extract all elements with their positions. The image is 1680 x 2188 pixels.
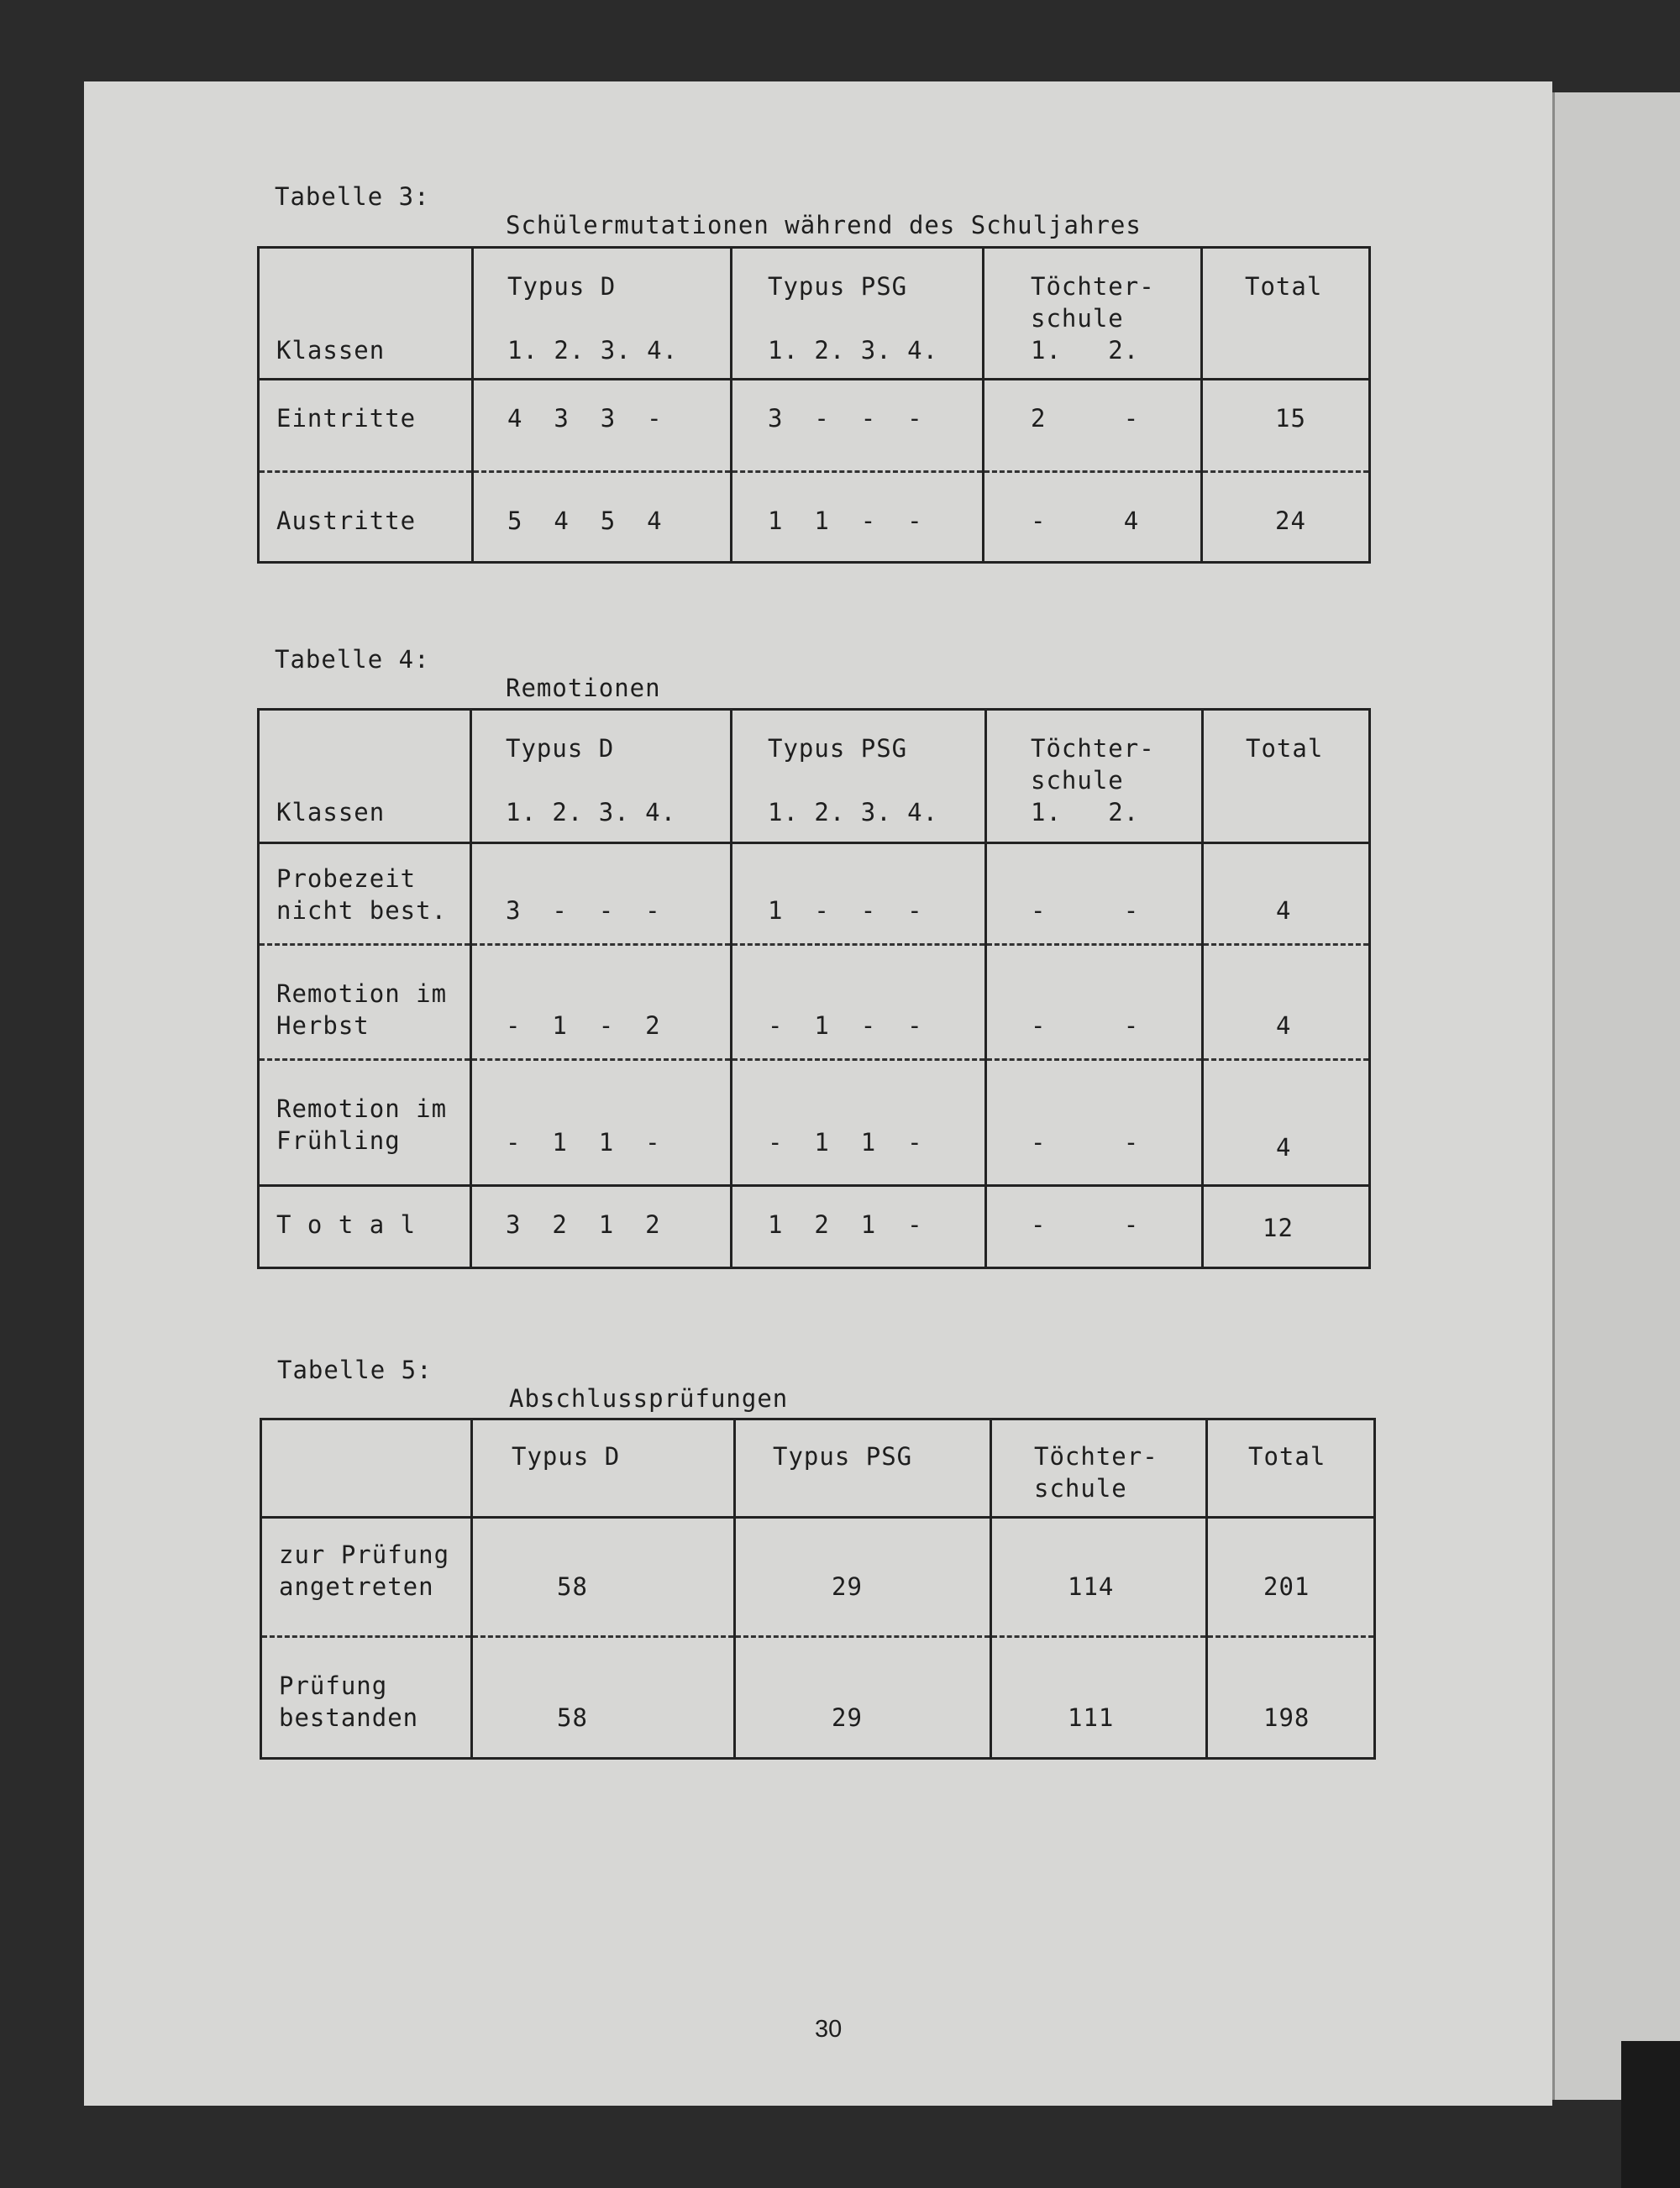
total-value: 15 [1275,404,1306,433]
table5-title: Abschlussprüfungen [509,1384,789,1413]
toechter-cell [984,472,1202,563]
typus-psg-label: Typus PSG [768,272,908,301]
typus-d-values: - 1 - 2 [506,1011,661,1040]
row-label-line2: Frühling [276,1126,401,1155]
toechter-classes: 1. 2. [1031,336,1140,365]
toechter-cell [986,843,1203,945]
total-value: 12 [1263,1214,1294,1242]
table4-label: Tabelle 4: [275,645,430,674]
typus-d-classes: 1. 2. 3. 4. [507,336,679,365]
typus-d-value: 58 [557,1572,588,1601]
table3-typus-psg-head [732,248,984,380]
total-value: 4 [1276,1133,1292,1162]
typus-d-values: 3 2 1 2 [506,1210,661,1239]
table5-rowhead-cell [261,1419,472,1518]
total-cell [1202,472,1370,563]
total-label: Total [1246,734,1324,763]
typus-psg-values: - 1 1 - [768,1128,923,1157]
table4-row-probezeit [259,843,1370,945]
table3-row-austritte [259,472,1370,563]
table3-rowhead-cell [259,248,473,380]
typus-d-label: Typus D [512,1442,621,1471]
typus-psg-cell [732,1060,986,1186]
total-cell [1207,1518,1375,1637]
book-spine [1552,92,1680,2100]
typus-d-values: 4 3 3 - [507,404,663,433]
typus-d-classes: 1. 2. 3. 4. [506,798,677,826]
typus-psg-values: 3 - - - [768,404,923,433]
row-label-line2: nicht best. [276,896,448,925]
row-label-line1: zur Prüfung [279,1540,450,1569]
table5-row-angetreten [261,1518,1375,1637]
table3-title: Schülermutationen während des Schuljahres [506,211,1142,239]
rowhead-label: Klassen [276,798,386,826]
table3-typus-d-head [473,248,732,380]
toechter-label: Töchter- [1031,734,1155,763]
table5-caption [277,1327,789,1413]
table4-row-herbst [259,945,1370,1060]
typus-d-values: 5 4 5 4 [507,506,663,535]
rowhead-label: Klassen [276,336,386,365]
typus-d-value: 58 [557,1703,588,1732]
table4-typus-d-head [471,710,732,843]
toechter-values: - 4 [1031,506,1140,535]
row-label: Austritte [276,506,417,535]
toechter-cell [986,1186,1203,1268]
table5-label: Tabelle 5: [277,1356,433,1384]
table4-row-fruehling [259,1060,1370,1186]
row-label: Eintritte [276,404,417,433]
typus-psg-cell [732,472,984,563]
schule-label: schule [1031,304,1124,333]
row-label-cell [259,1186,471,1268]
row-label-line2: angetreten [279,1572,434,1601]
total-value: 4 [1276,1011,1292,1040]
toechter-cell [984,380,1202,472]
toechter-classes: 1. 2. [1031,798,1140,826]
toechter-values: - - [1031,1210,1140,1239]
typus-psg-values: 1 2 1 - [768,1210,923,1239]
toechter-values: - - [1031,1011,1140,1040]
table3-toechter-head [984,248,1202,380]
toechter-value: 111 [1068,1703,1115,1732]
total-cell [1202,380,1370,472]
table3-label: Tabelle 3: [275,182,430,211]
row-label-line2: Herbst [276,1011,370,1040]
schule-label: schule [1031,766,1124,795]
typus-d-values: 3 - - - [506,896,661,925]
typus-psg-values: 1 1 - - [768,506,923,535]
row-label-cell [259,380,473,472]
typus-d-cell [471,945,732,1060]
table5-row-bestanden [261,1637,1375,1759]
table5-total-head [1207,1419,1375,1518]
table3-total-head [1202,248,1370,380]
row-label-line1: Remotion im [276,1094,448,1123]
table4-rowhead-cell [259,710,471,843]
row-label-line1: Prüfung [279,1671,388,1700]
typus-d-label: Typus D [506,734,615,763]
typus-d-cell [473,380,732,472]
total-label: Total [1248,1442,1326,1471]
typus-psg-cell [732,945,986,1060]
total-cell [1203,945,1370,1060]
typus-d-label: Typus D [507,272,617,301]
table4-total-row [259,1186,1370,1268]
typus-psg-cell [735,1518,991,1637]
table3-row-eintritte [259,380,1370,472]
row-label-cell [259,472,473,563]
typus-d-values: - 1 1 - [506,1128,661,1157]
typus-d-cell [471,843,732,945]
typus-psg-value: 29 [832,1572,863,1601]
row-label-cell [259,1060,471,1186]
row-label-line1: Remotion im [276,979,448,1008]
typus-psg-label: Typus PSG [773,1442,913,1471]
spine-shadow [1621,2041,1680,2188]
total-value: 4 [1276,896,1292,925]
typus-psg-label: Typus PSG [768,734,908,763]
typus-psg-value: 29 [832,1703,863,1732]
table3 [257,246,1371,564]
typus-d-cell [472,1637,735,1759]
row-label-cell [261,1518,472,1637]
typus-psg-values: - 1 - - [768,1011,923,1040]
toechter-values: - - [1031,1128,1140,1157]
table4-header-row [259,710,1370,843]
typus-d-cell [473,472,732,563]
total-label: Total [1245,272,1323,301]
toechter-cell [986,1060,1203,1186]
total-value: 198 [1263,1703,1310,1732]
typus-d-cell [472,1518,735,1637]
table3-header-row [259,248,1370,380]
total-cell [1207,1637,1375,1759]
total-cell [1203,1186,1370,1268]
table4-toechter-head [986,710,1203,843]
table4 [257,708,1371,1269]
row-label-line2: bestanden [279,1703,419,1732]
table4-title: Remotionen [506,674,661,702]
toechter-cell [991,1637,1207,1759]
table5-header-row [261,1419,1375,1518]
row-label-line1: Probezeit [276,864,417,893]
page-number: 30 [815,2016,843,2043]
total-cell [1203,843,1370,945]
toechter-label: Töchter- [1034,1442,1158,1471]
typus-psg-cell [732,1186,986,1268]
table5-toechter-head [991,1419,1207,1518]
typus-psg-classes: 1. 2. 3. 4. [768,798,939,826]
typus-psg-cell [735,1637,991,1759]
schule-label: schule [1034,1474,1127,1503]
toechter-values: 2 - [1031,404,1140,433]
table5-typus-psg-head [735,1419,991,1518]
typus-psg-values: 1 - - - [768,896,923,925]
total-value: 24 [1275,506,1306,535]
typus-d-cell [471,1186,732,1268]
typus-psg-classes: 1. 2. 3. 4. [768,336,939,365]
table3-caption [275,154,1142,239]
toechter-value: 114 [1068,1572,1115,1601]
table4-typus-psg-head [732,710,986,843]
toechter-values: - - [1031,896,1140,925]
typus-d-cell [471,1060,732,1186]
total-value: 201 [1263,1572,1310,1601]
row-label: T o t a l [276,1210,417,1239]
table4-total-head [1203,710,1370,843]
row-label-cell [261,1637,472,1759]
toechter-label: Töchter- [1031,272,1155,301]
row-label-cell [259,945,471,1060]
row-label-cell [259,843,471,945]
table4-caption [275,617,661,702]
toechter-cell [986,945,1203,1060]
table5-typus-d-head [472,1419,735,1518]
typus-psg-cell [732,843,986,945]
table5 [260,1418,1376,1760]
toechter-cell [991,1518,1207,1637]
typus-psg-cell [732,380,984,472]
total-cell [1203,1060,1370,1186]
